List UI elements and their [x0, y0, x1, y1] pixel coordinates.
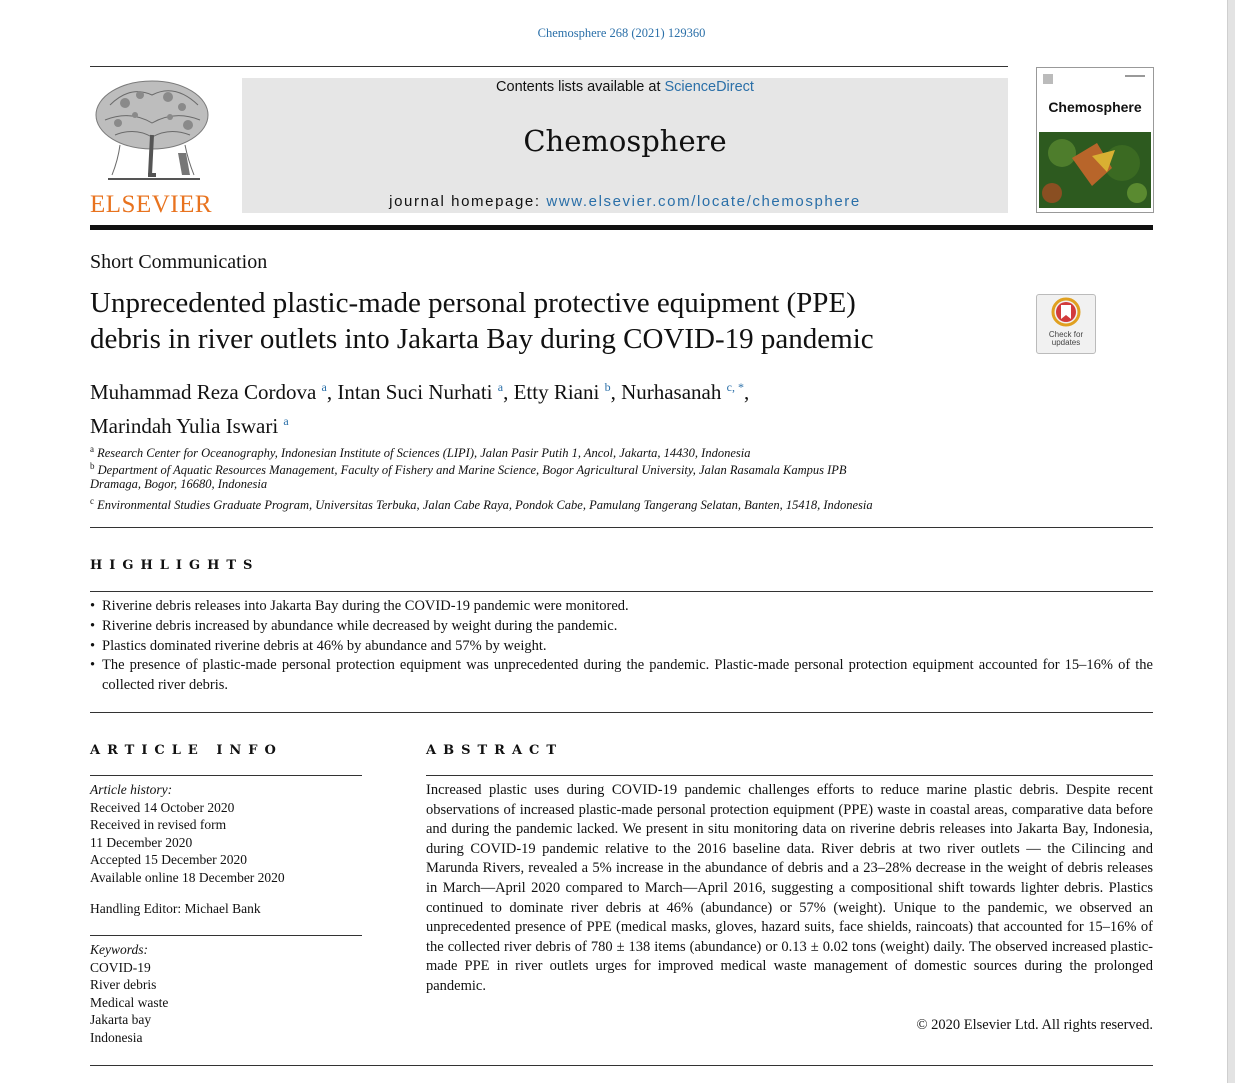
- article-title-line: Unprecedented plastic-made personal protective equipment (PPE): [90, 287, 856, 319]
- affiliation-text: Dramaga, Bogor, 16680, Indonesia: [90, 477, 268, 491]
- keywords-rule: [90, 935, 362, 936]
- article-title: [90, 285, 1010, 357]
- keyword: COVID-19: [90, 959, 151, 975]
- highlights-top-rule: [90, 591, 1153, 592]
- contents-line: [242, 79, 1008, 95]
- journal-citation[interactable]: [0, 26, 1235, 41]
- article-info-heading: ARTICLE INFO: [90, 743, 283, 758]
- highlights-heading: HIGHLIGHTS: [90, 558, 260, 573]
- journal-cover-thumbnail[interactable]: [1036, 67, 1154, 213]
- header-thick-rule: [90, 225, 1153, 230]
- author-affiliation-marker[interactable]: a: [497, 380, 504, 394]
- author-name[interactable]: Intan Suci Nurhati: [337, 380, 493, 404]
- author-name[interactable]: Etty Riani: [513, 380, 600, 404]
- journal-homepage-line: [242, 193, 1008, 210]
- keyword: Jakarta bay: [90, 1012, 152, 1028]
- abstract-heading: ABSTRACT: [426, 743, 564, 758]
- highlights-list: [90, 597, 1153, 696]
- keyword: Indonesia: [90, 1029, 143, 1045]
- homepage-prefix: journal homepage:: [389, 193, 547, 210]
- article-info-rule: [90, 775, 362, 776]
- elsevier-wordmark: ELSEVIER: [90, 191, 213, 218]
- article-history-label: Article history:: [90, 782, 173, 797]
- author-affiliation-marker[interactable]: a: [321, 380, 327, 394]
- elsevier-tree-icon: [90, 75, 215, 187]
- author-affiliation-marker[interactable]: c, *: [726, 380, 744, 394]
- affiliation-text: Research Center for Oceanography, Indonesian Institute of Sciences (LIPI), Jalan Pasir Putih 1, Ancol, Jakarta, 14430, Indonesia: [97, 446, 751, 461]
- keywords-label: Keywords:: [90, 942, 148, 957]
- affiliation-text: Department of Aquatic Resources Management, Faculty of Fishery and Marine Science, Bogor Agricultural University, Jalan Rasamala Kampus IPB: [97, 463, 847, 478]
- author-list: Muhammad Reza Cordova $^a$, Intan Suci Nurhati $^a$, Etty Riani $^b$, Nurhasanah $^{c, *}$, Marindah Yulia Iswari $^a$: [90, 380, 750, 438]
- keywords-block: [90, 941, 365, 1047]
- article-history: [90, 781, 365, 887]
- abstract-rule: [426, 775, 1153, 776]
- history-entry: Received in revised form: [90, 817, 227, 833]
- history-entry: Available online 18 December 2020: [90, 869, 285, 885]
- contents-prefix: Contents lists available at: [496, 79, 665, 95]
- list-item: • Plastics dominated riverine debris at 46% by abundance and 57% by weight.: [90, 637, 1153, 657]
- citation-text[interactable]: Chemosphere 268 (2021) 129360: [537, 26, 706, 40]
- affiliation-marker: b: [90, 461, 95, 471]
- history-entry: 11 December 2020: [90, 834, 193, 850]
- highlights-bottom-rule: [90, 712, 1153, 713]
- affiliation: [90, 493, 1160, 514]
- keyword: River debris: [90, 977, 157, 993]
- author-name[interactable]: Muhammad Reza Cordova: [90, 380, 317, 404]
- journal-title: Chemosphere: [523, 124, 727, 158]
- sciencedirect-link[interactable]: ScienceDirect: [664, 79, 754, 95]
- bookmark-icon: [1037, 295, 1095, 331]
- cover-art-icon: [1037, 68, 1153, 212]
- cover-journal-title: Chemosphere: [1048, 99, 1142, 115]
- page-bottom-rule: [90, 1065, 1153, 1066]
- handling-editor: Handling Editor: Michael Bank: [90, 901, 261, 916]
- affiliation-marker: c: [90, 496, 94, 506]
- affiliation-text: Environmental Studies Graduate Program, Universitas Terbuka, Jalan Cabe Raya, Pondok Cabe, Pamulang Tangerang Selatan, Banten, 15418, Indonesia: [97, 498, 873, 513]
- header-top-rule: [90, 66, 1008, 67]
- article-type: Short Communication: [90, 251, 268, 273]
- abstract-text: Increased plastic uses during COVID-19 pandemic challenges efforts to reduce marine plastic debris. Despite recent observations of increased plastic-made personal protection equipment (PPE) waste in coastal areas, comparative data before and during the pandemic lacked. We present in situ monitoring data on riverine debris releases into Jakarta Bay, Indonesia, during COVID-19 pandemic relative to the 2016 baseline data. River debris at two river outlets — the Cilincing and Marunda Rivers, revealed a 5% increase in the abundance of debris and a 23–28% decrease in the weight of debris releases in March—April 2020 compared to March—April 2016, suggesting a compositional shift towards lighter debris. Plastics continued to dominate river debris at 46% (abundance) or 57% (weight). Unique to the pandemic, we observed an unprecedented presence of PPE (medical masks, gloves, hazard suits, face shields, raincoats) that accounted for 15–16% of the collected river debris of 780 ± 138 items (abundance) or 0.13 ± 0.02 tons (weight) daily. The observed increased plastic-made PPE in river outlets urges for improved medical waste management of domestic sources during the prolonged pandemic.: [426, 782, 1153, 994]
- list-item: • Riverine debris increased by abundance while decreased by weight during the pandemic.: [90, 617, 1153, 637]
- author-name[interactable]: Marindah Yulia Iswari: [90, 414, 279, 438]
- history-entry: Accepted 15 December 2020: [90, 852, 248, 868]
- list-item: • Riverine debris releases into Jakarta Bay during the COVID-19 pandemic were monitored.: [90, 597, 1153, 617]
- author-affiliation-marker[interactable]: b: [604, 380, 611, 394]
- affiliation-marker: a: [90, 444, 94, 454]
- affiliation: [90, 476, 1160, 493]
- author-affiliation-marker[interactable]: a: [283, 414, 289, 428]
- check-for-updates-label: Check for updates: [1048, 330, 1084, 347]
- check-for-updates-badge[interactable]: [1036, 294, 1096, 354]
- list-item: • The presence of plastic-made personal protection equipment was unprecedented during the pandemic. Plastic-made personal protection equipment accounted for 15–16% of the collected river debris.: [90, 656, 1153, 696]
- keyword: Medical waste: [90, 994, 169, 1010]
- homepage-link[interactable]: www.elsevier.com/locate/chemosphere: [546, 193, 861, 210]
- author-name[interactable]: Nurhasanah: [621, 380, 722, 404]
- vertical-scrollbar[interactable]: [1227, 0, 1235, 1083]
- affiliations-bottom-rule: [90, 527, 1153, 528]
- history-entry: Received 14 October 2020: [90, 799, 235, 815]
- elsevier-logo[interactable]: [90, 75, 215, 220]
- article-title-line: debris in river outlets into Jakarta Bay during COVID-19 pandemic: [90, 323, 874, 355]
- copyright-notice: © 2020 Elsevier Ltd. All rights reserved.: [916, 1017, 1153, 1033]
